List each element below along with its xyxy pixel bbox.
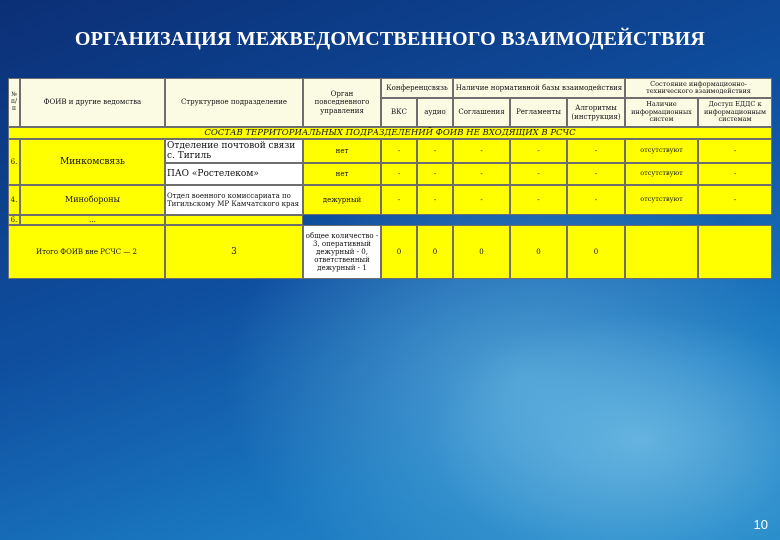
header-audio: аудио (417, 98, 453, 127)
table-row (8, 139, 772, 167)
row-agreements: - (453, 163, 510, 185)
header-struct: Структурное подразделение (165, 78, 303, 127)
table-row (8, 215, 772, 225)
total-label: Итого ФОИВ вне РСЧС — 2 (8, 225, 165, 279)
row-algorithms: - (567, 163, 625, 185)
total-organ: общее количество - 3, оперативный дежурный - 0, ответственный дежурный - 1 (303, 225, 381, 279)
header-agreements: Соглашения (453, 98, 510, 127)
row-num: 6. (8, 139, 20, 185)
header-infosys: Наличие информационных систем (625, 98, 698, 127)
row-infosys: отсутствуют (625, 163, 698, 185)
header-organ: Орган повседневного управления (303, 78, 381, 127)
row-vks: - (381, 139, 417, 163)
table-row (8, 163, 772, 185)
total-access (698, 225, 772, 279)
row-audio: - (417, 185, 453, 215)
row-organ: нет (303, 139, 381, 163)
row-audio: - (417, 139, 453, 163)
row-vks: - (381, 163, 417, 185)
row-regulations: - (510, 139, 567, 163)
row-agreements: - (453, 185, 510, 215)
page-title: ОРГАНИЗАЦИЯ МЕЖВЕДОМСТВЕННОГО ВЗАИМОДЕЙСТВИЯ (74, 28, 706, 50)
header-infotech: Состояние информационно-технического взаимодействия (625, 78, 772, 98)
row-agreements: - (453, 139, 510, 163)
row-algorithms: - (567, 139, 625, 163)
table-header (8, 78, 772, 127)
total-algorithms: 0 (567, 225, 625, 279)
row-regulations: - (510, 163, 567, 185)
total-audio: 0 (417, 225, 453, 279)
table-row (8, 185, 772, 215)
page-number: 10 (753, 517, 768, 532)
row-struct: Отдел военного комиссариата по Тигильскому МР Камчатского края (165, 185, 303, 215)
total-struct: 3 (165, 225, 303, 279)
total-row (8, 225, 772, 279)
header-vks: ВКС (381, 98, 417, 127)
total-infosys (625, 225, 698, 279)
total-regulations: 0 (510, 225, 567, 279)
row-struct: Отделение почтовой связи с. Тигиль (165, 139, 303, 163)
row-infosys: отсутствуют (625, 185, 698, 215)
row-regulations: - (510, 185, 567, 215)
row-organ: нет (303, 163, 381, 185)
header-algorithms: Алгоритмы (инструкция) (567, 98, 625, 127)
total-agreements: 0 (453, 225, 510, 279)
header-num: № п/п (8, 78, 20, 127)
row-foiv: Минкомсвязь (20, 139, 165, 185)
header-access: Доступ ЕДДС к информационным системам (698, 98, 772, 127)
row-num: 6. (8, 215, 20, 225)
row-access: - (698, 163, 772, 185)
row-struct: ПАО «Ростелеком» (165, 163, 303, 185)
header-regulations: Регламенты (510, 98, 567, 127)
row-vks: - (381, 185, 417, 215)
row-foiv: Минобороны (20, 185, 165, 215)
header-normbase: Наличие нормативной базы взаимодействия (453, 78, 625, 98)
row-empty (165, 215, 303, 225)
header-foiv: ФОИВ и другие ведомства (20, 78, 165, 127)
row-access: - (698, 185, 772, 215)
section-title: СОСТАВ ТЕРРИТОРИАЛЬНЫХ ПОДРАЗДЕЛЕНИЙ ФОИВ НЕ ВХОДЯЩИХ В РСЧС (8, 127, 772, 139)
total-vks: 0 (381, 225, 417, 279)
row-foiv: … (20, 215, 165, 225)
row-organ: дежурный (303, 185, 381, 215)
row-num: 4. (8, 185, 20, 215)
row-access: - (698, 139, 772, 163)
header-conf: Конференцсвязь (381, 78, 453, 98)
row-algorithms: - (567, 185, 625, 215)
row-infosys: отсутствуют (625, 139, 698, 163)
row-audio: - (417, 163, 453, 185)
